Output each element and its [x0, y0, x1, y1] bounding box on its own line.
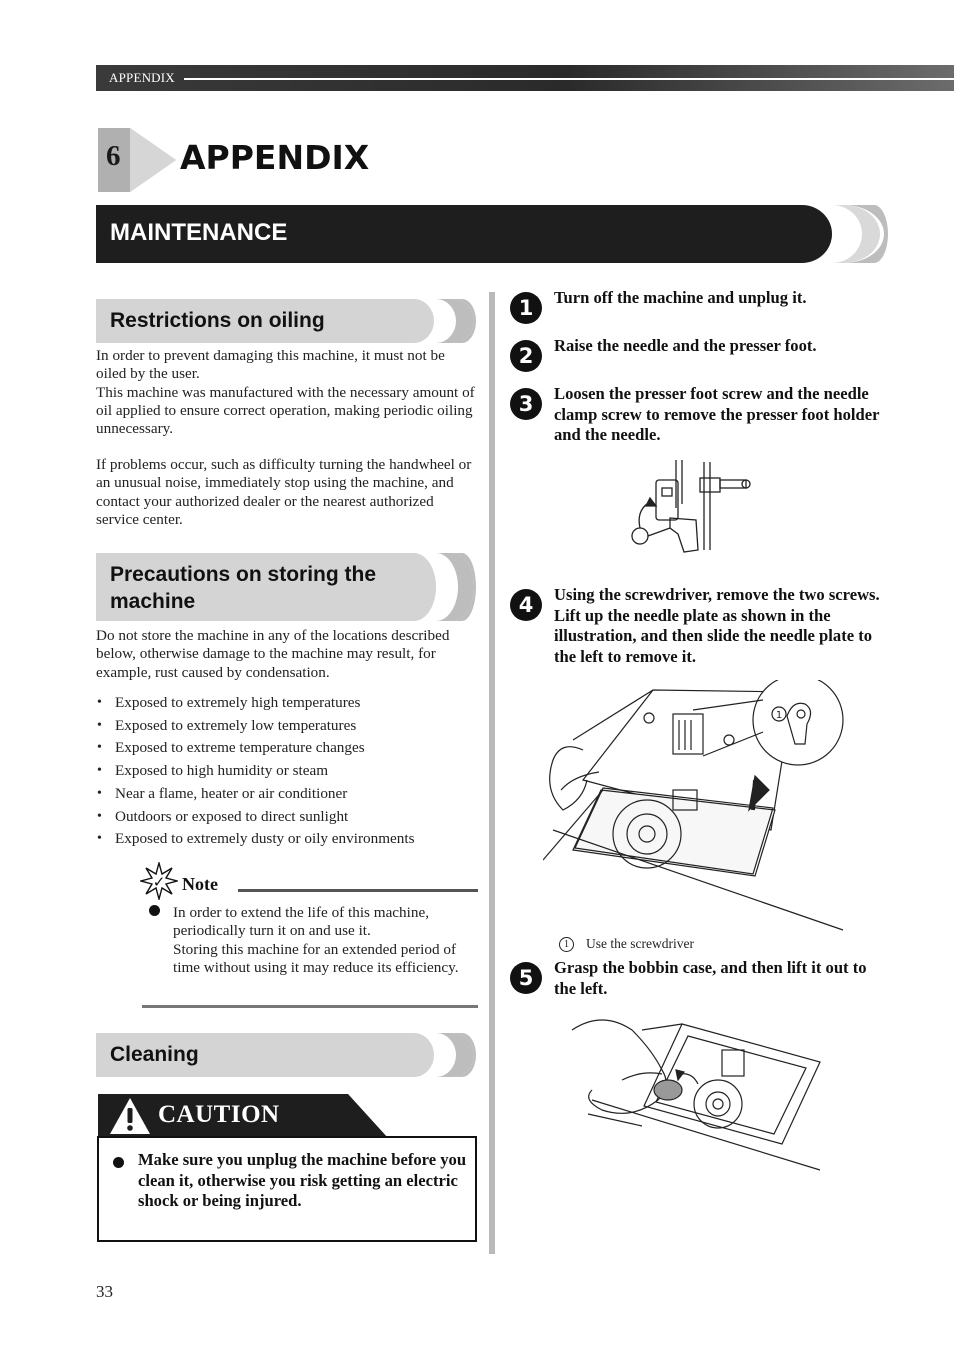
caution-text: Make sure you unplug the machine before you clean it, otherwise you risk getting an electric shock or being injured.: [138, 1150, 467, 1211]
subhead-cleaning: [96, 1033, 476, 1077]
oiling-paragraph-1: In order to prevent damaging this machine, it must not be oiled by the user. This machine was manufactured with the necessary amount of oil applied to ensure correct operation, making periodic oiling unnecessary.: [96, 347, 475, 438]
bobbin-case-illustration: [562, 1010, 824, 1178]
note-bullet-dot: [149, 905, 160, 916]
bullet-item: • Exposed to extremely low temperatures: [96, 715, 476, 738]
step-number: 1: [510, 292, 542, 324]
caution-label: CAUTION: [158, 1101, 280, 1128]
needle-plate-illustration: [543, 680, 853, 932]
note-label: Note: [182, 874, 218, 894]
subhead-storing-title: Precautions on storing the machine: [110, 563, 377, 613]
step-text: Using the screwdriver, remove the two screws. Lift up the needle plate as shown in the illustration, and then slide the needle plate to the left to remove it.: [554, 585, 880, 666]
storing-bullet-list: [96, 692, 476, 851]
warning-triangle-icon: [108, 1096, 152, 1136]
note-text: In order to extend the life of this machine, periodically turn it on and use it. Storing this machine for an extended period of time without using it may reduce its efficiency.: [173, 904, 459, 976]
step-text: Loosen the presser foot screw and the needle clamp screw to remove the presser foot holder and the needle.: [554, 384, 880, 445]
caption-marker: 1: [559, 937, 574, 952]
bullet-item: • Near a flame, heater or air conditioner: [96, 783, 476, 806]
subhead-storing: [96, 553, 476, 621]
section-bar: [96, 205, 888, 263]
bullet-item: • Outdoors or exposed to direct sunlight: [96, 806, 476, 829]
step-number: 5: [510, 962, 542, 994]
step-text: Turn off the machine and unplug it.: [554, 288, 807, 307]
chapter-title: APPENDIX: [180, 138, 370, 177]
bullet-item: • Exposed to extreme temperature changes: [96, 737, 476, 760]
bullet-item: • Exposed to high humidity or steam: [96, 760, 476, 783]
note-rule-bottom: [142, 1005, 478, 1008]
step-text: Grasp the bobbin case, and then lift it out to the left.: [554, 958, 867, 998]
step-number: 4: [510, 589, 542, 621]
oiling-paragraph-2: If problems occur, such as difficulty turning the handwheel or an unusual noise, immediately stop using the machine, and contact your authorized dealer or the nearest authorized service center.: [96, 456, 472, 528]
callout-number: 1: [775, 710, 783, 721]
svg-text:✓: ✓: [152, 873, 166, 891]
header-rule: [184, 78, 954, 80]
step-number: 2: [510, 340, 542, 372]
bullet-item: • Exposed to extremely high temperatures: [96, 692, 476, 715]
subhead-oiling-title: Restrictions on oiling: [110, 309, 325, 332]
step-text: Raise the needle and the presser foot.: [554, 336, 817, 355]
bullet-item: • Exposed to extremely dusty or oily environments: [96, 828, 476, 851]
subhead-cleaning-title: Cleaning: [110, 1043, 199, 1066]
page-number: 33: [96, 1282, 113, 1301]
presser-foot-illustration: [626, 458, 756, 554]
note-rule-top: [238, 889, 478, 892]
running-header-label: APPENDIX: [109, 70, 175, 85]
chapter-heading: [96, 128, 596, 192]
note-star-icon: [140, 862, 178, 900]
subhead-oiling: [96, 299, 476, 343]
running-header: [96, 65, 954, 91]
storing-paragraph: Do not store the machine in any of the locations described below, otherwise damage to the machine may result, for example, rust caused by condensation.: [96, 627, 450, 681]
caption-text: Use the screwdriver: [586, 936, 694, 951]
caution-bullet-dot: [113, 1157, 124, 1168]
note-box: [140, 862, 478, 1010]
illustration-caption: [559, 936, 859, 952]
column-divider: [489, 292, 495, 1254]
step-number: 3: [510, 388, 542, 420]
section-title: MAINTENANCE: [110, 219, 288, 246]
chapter-number: 6: [106, 140, 121, 172]
caution-box: [96, 1094, 478, 1244]
